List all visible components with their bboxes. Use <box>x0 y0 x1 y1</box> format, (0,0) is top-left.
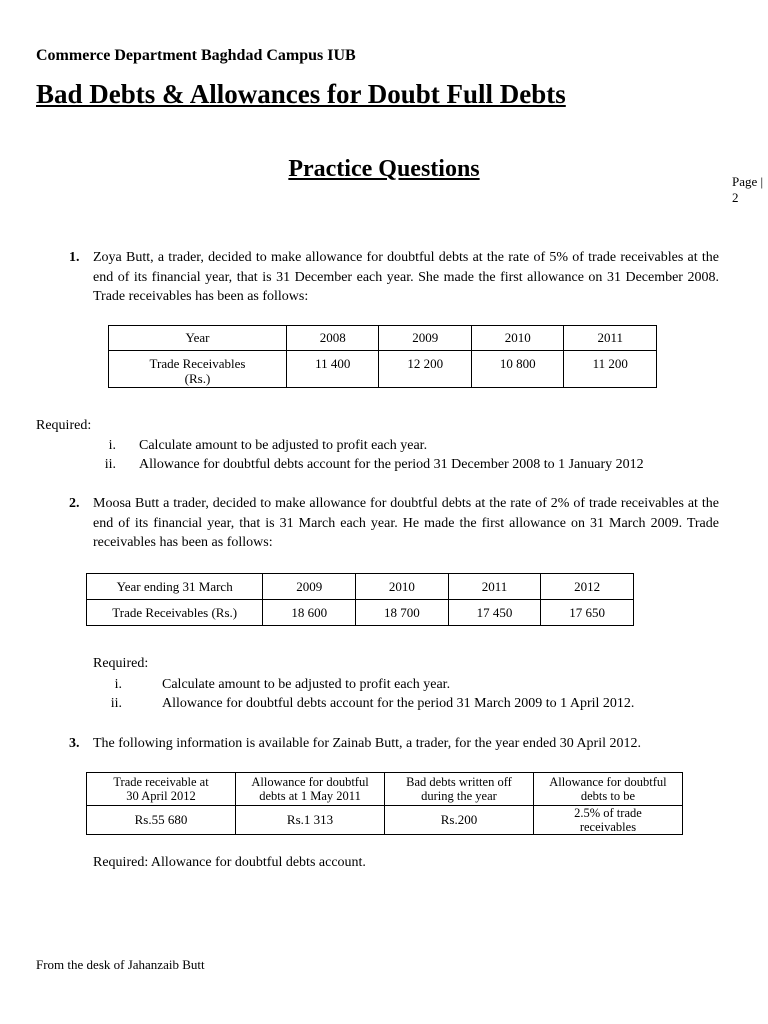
table-row <box>87 806 683 835</box>
table-header-row <box>87 574 634 600</box>
question-3-table <box>86 772 683 835</box>
table-header-cell <box>385 773 534 806</box>
table-header-cell: 2010 <box>356 574 449 600</box>
table-cell: 12 200 <box>379 351 472 388</box>
table-cell: 11 400 <box>286 351 379 388</box>
table-cell: 11 200 <box>564 351 657 388</box>
table-cell: Rs.200 <box>385 806 534 835</box>
list-item-number: ii. <box>104 457 116 472</box>
table-cell: 10 800 <box>471 351 564 388</box>
question-2-table <box>86 573 634 626</box>
cell-line: receivables <box>579 820 637 834</box>
table-row <box>109 351 657 388</box>
table-header-cell: 2008 <box>286 326 379 351</box>
row-label-line: (Rs.) <box>184 371 211 386</box>
list-item-text: Allowance for doubtful debts account for the period 31 December 2008 to 1 January 2012 <box>139 457 644 472</box>
table-row-label: Trade Receivables (Rs.) <box>87 600 263 626</box>
cell-line: 2.5% of trade <box>574 806 642 820</box>
table-header-cell <box>236 773 385 806</box>
question-1-required-label: Required: <box>36 418 92 433</box>
question-1-table <box>108 325 657 388</box>
table-cell: Rs.55 680 <box>87 806 236 835</box>
table-header-cell: Year <box>109 326 287 351</box>
section-title: Practice Questions <box>288 156 480 182</box>
header-line: Trade receivable at <box>113 775 209 789</box>
header-line: debts to be <box>580 789 636 803</box>
table-cell: 17 650 <box>541 600 634 626</box>
table-header-cell: 2012 <box>541 574 634 600</box>
table-header-cell: 2011 <box>448 574 541 600</box>
page-label: Page | <box>732 174 764 189</box>
header-line: Allowance for doubtful <box>549 775 667 789</box>
table-cell: Rs.1 313 <box>236 806 385 835</box>
list-item-text: Calculate amount to be adjusted to profit each year. <box>139 438 428 453</box>
table-header-cell: 2009 <box>379 326 472 351</box>
page-number-value: 2 <box>732 190 739 205</box>
header-line: Bad debts written off <box>406 775 512 789</box>
question-3-required: Required: Allowance for doubtful debts account. <box>93 855 366 870</box>
table-row <box>87 600 634 626</box>
question-3-number: 3. <box>69 736 80 751</box>
table-header-cell: 2010 <box>471 326 564 351</box>
table-cell <box>533 806 682 835</box>
header-line: Allowance for doubtful <box>251 775 369 789</box>
header-line: during the year <box>421 789 497 803</box>
table-cell: 18 600 <box>263 600 356 626</box>
list-item-number: i. <box>114 677 122 692</box>
table-cell: 18 700 <box>356 600 449 626</box>
table-header-row <box>87 773 683 806</box>
page-number <box>732 174 768 206</box>
table-header-cell: Year ending 31 March <box>87 574 263 600</box>
question-2-required-label: Required: <box>93 656 149 671</box>
question-3-text: The following information is available for Zainab Butt, a trader, for the year ended 30 April 2012. <box>93 736 641 751</box>
table-header-cell: 2009 <box>263 574 356 600</box>
header-line: debts at 1 May 2011 <box>259 789 361 803</box>
question-2-text: Moosa Butt a trader, decided to make allowance for doubtful debts at the rate of 2% of trade receivables at the end of its financial year, that is 31 March each year. He made the first allowance on 31 March 2009. Trade receivables has been as follows: <box>93 496 719 550</box>
question-2-number: 2. <box>69 496 80 511</box>
list-item-text: Allowance for doubtful debts account for the period 31 March 2009 to 1 April 2012. <box>162 696 635 711</box>
document-title: Bad Debts & Allowances for Doubt Full Debts <box>36 79 566 109</box>
table-header-cell: 2011 <box>564 326 657 351</box>
table-row-label <box>109 351 287 388</box>
row-label-line: Trade Receivables <box>149 356 246 371</box>
header-line: 30 April 2012 <box>126 789 196 803</box>
list-item-number: i. <box>108 438 116 453</box>
table-header-row <box>109 326 657 351</box>
list-item-text: Calculate amount to be adjusted to profit each year. <box>162 677 451 692</box>
question-1-text: Zoya Butt, a trader, decided to make allowance for doubtful debts at the rate of 5% of trade receivables at the end of its financial year, that is 31 December each year. She made the first allowance on 31 December 2008. Trade receivables has been as follows: <box>93 250 719 304</box>
footer-text: From the desk of Jahanzaib Butt <box>36 957 205 972</box>
question-1-number: 1. <box>69 250 80 265</box>
table-header-cell <box>533 773 682 806</box>
table-header-cell <box>87 773 236 806</box>
department-name: Commerce Department Baghdad Campus IUB <box>36 47 356 64</box>
list-item-number: ii. <box>110 696 122 711</box>
table-cell: 17 450 <box>448 600 541 626</box>
